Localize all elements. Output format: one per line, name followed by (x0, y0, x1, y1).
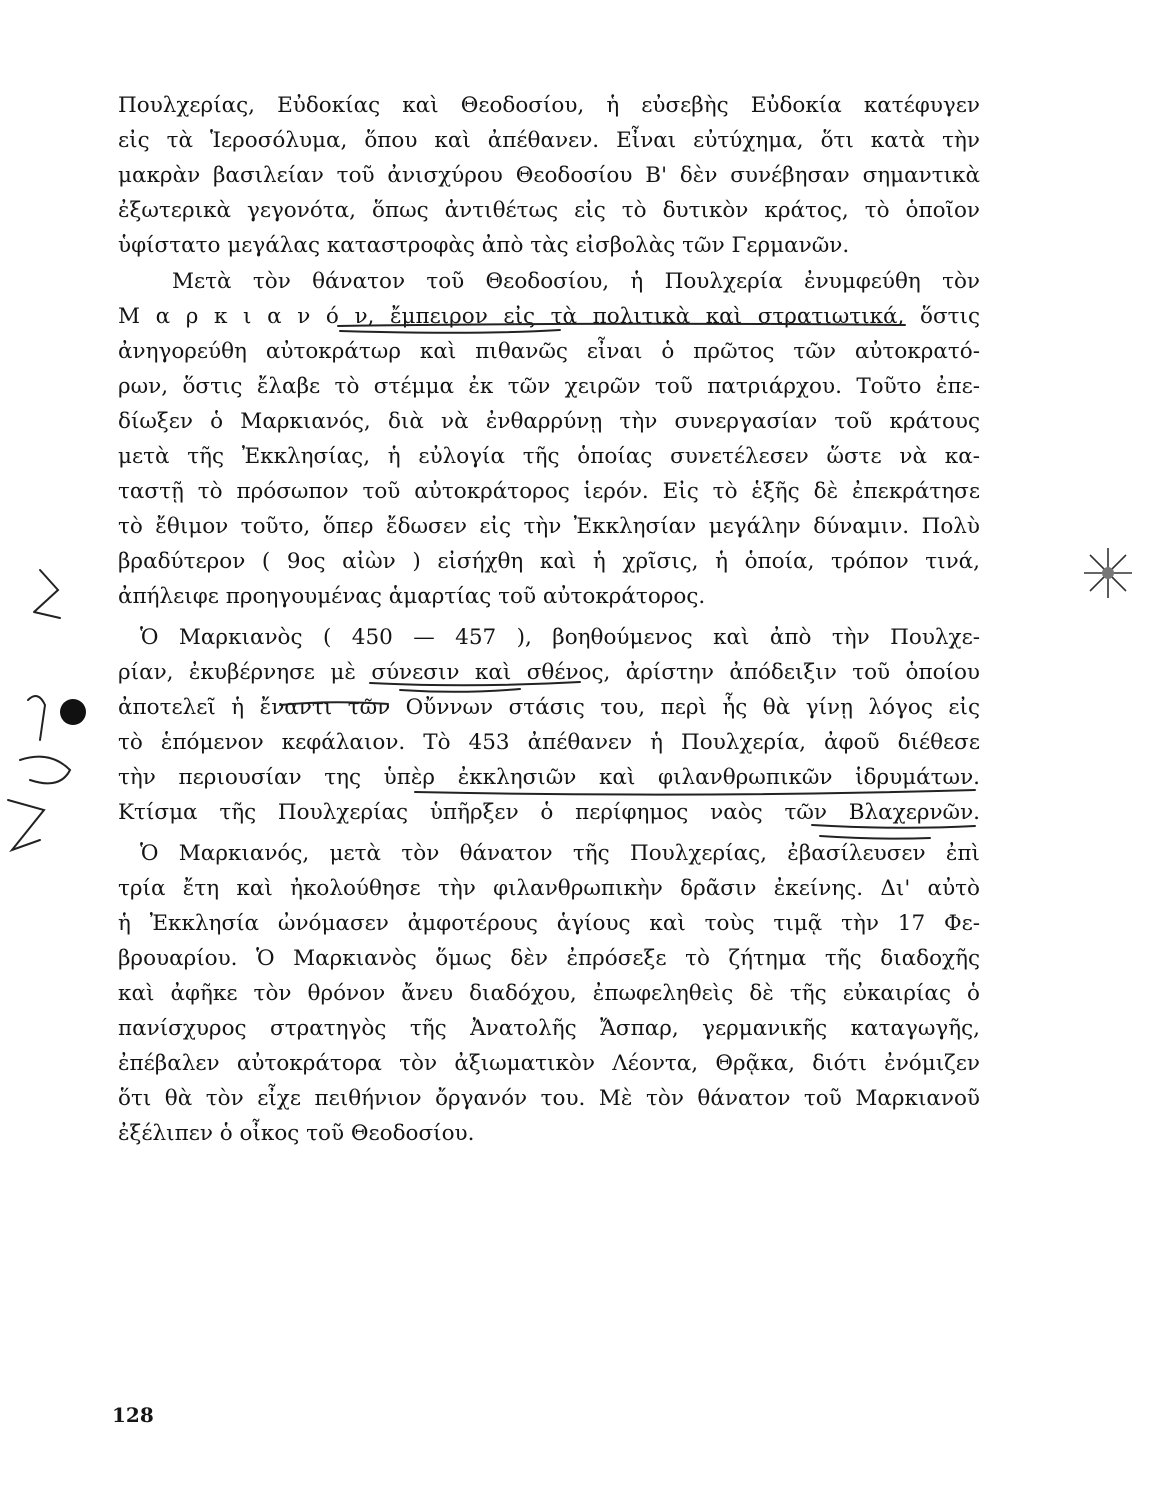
text-line: ἡ Ἐκκλησία ὠνόμασεν ἀμφοτέρους ἁγίους καὶ τοὺς τιμᾷ τὴν 17 Φε- (118, 911, 980, 936)
text-line: τὸ ἑπόμενον κεφάλαιον. Τὸ 453 ἀπέθανεν ἡ Πουλχερία, ἀφοῦ διέθεσε (118, 730, 980, 755)
text-line: βρουαρίου. Ὁ Μαρκιανὸς ὅμως δὲν ἐπρόσεξε τὸ ζήτημα τῆς διαδοχῆς (118, 946, 980, 971)
text-line: ἀποτελεῖ ἡ ἔναντι τῶν Οὔννων στάσις του, περὶ ἧς θὰ γίνῃ λόγος εἰς (118, 695, 980, 720)
margin-mark (28, 696, 45, 740)
text-line: μετὰ τῆς Ἐκκλησίας, ἡ εὐλογία τῆς ὁποίας συνετέλεσεν ὥστε νὰ κα- (118, 444, 980, 469)
text-line: Μ α ρ κ ι α ν ό ν, ἔμπειρον εἰς τὰ πολιτικὰ καὶ στρατιωτικά, ὅστις (118, 304, 980, 329)
text-line: Κτίσμα τῆς Πουλχερίας ὑπῆρξεν ὁ περίφημος ναὸς τῶν Βλαχερνῶν. (118, 800, 980, 825)
paragraph-first-line: Ὁ Μαρκιανὸς ( 450 — 457 ), βοηθούμενος καὶ ἀπὸ τὴν Πουλχε- (140, 625, 980, 650)
text-line: ἐξωτερικὰ γεγονότα, ὅπως ἀντιθέτως εἰς τὸ δυτικὸν κράτος, τὸ ὁποῖον (118, 198, 980, 223)
text-line: πανίσχυρος στρατηγὸς τῆς Ἀνατολῆς Ἄσπαρ, γερμανικῆς καταγωγῆς, (118, 1016, 980, 1041)
text-line: ἐξέλιπεν ὁ οἶκος τοῦ Θεοδοσίου. (118, 1121, 475, 1146)
text-line: ὑφίστατο μεγάλας καταστροφὰς ἀπὸ τὰς εἰσβολὰς τῶν Γερμανῶν. (118, 233, 850, 258)
text-line: δίωξεν ὁ Μαρκιανός, διὰ νὰ ἐνθαρρύνῃ τὴν συνεργασίαν τοῦ κράτους (118, 409, 980, 434)
ink-star-mark (1084, 548, 1132, 598)
text-line: ἐπέβαλεν αὐτοκράτορα τὸν ἀξιωματικὸν Λέοντα, Θρᾷκα, διότι ἐνόμιζεν (118, 1051, 980, 1076)
text-line: ρίαν, ἐκυβέρνησε μὲ σύνεσιν καὶ σθένος, ἀρίστην ἀπόδειξιν τοῦ ὁποίου (118, 660, 980, 685)
paragraph-first-line: Μετὰ τὸν θάνατον τοῦ Θεοδοσίου, ἡ Πουλχερία ἐνυμφεύθη τὸν (172, 269, 980, 294)
text-line: μακρὰν βασιλείαν τοῦ ἀνισχύρου Θεοδοσίου Β' δὲν συνέβησαν σημαντικὰ (118, 163, 980, 188)
margin-mark (34, 570, 60, 618)
text-line: τρία ἔτη καὶ ἠκολούθησε τὴν φιλανθρωπικὴν δρᾶσιν ἐκείνης. Δι' αὐτὸ (118, 876, 980, 901)
text-line: ρων, ὅστις ἔλαβε τὸ στέμμα ἐκ τῶν χειρῶν τοῦ πατριάρχου. Τοῦτο ἐπε- (118, 374, 980, 399)
margin-mark (20, 757, 70, 784)
text-line: ὅτι θὰ τὸν εἶχε πειθήνιον ὄργανόν του. Μὲ τὸν θάνατον τοῦ Μαρκιανοῦ (118, 1086, 980, 1111)
text-line: βραδύτερον ( 9ος αἰὼν ) εἰσήχθη καὶ ἡ χρῖσις, ἡ ὁποία, τρόπον τινά, (118, 549, 980, 574)
text-line: ταστῇ τὸ πρόσωπον τοῦ αὐτοκράτορος ἱερόν. Εἰς τὸ ἑξῆς δὲ ἐπεκράτησε (118, 479, 980, 504)
text-line: Πουλχερίας, Εὐδοκίας καὶ Θεοδοσίου, ἡ εὐσεβὴς Εὐδοκία κατέφυγεν (118, 93, 980, 118)
text-line: τὴν περιουσίαν της ὑπὲρ ἐκκλησιῶν καὶ φιλανθρωπικῶν ἱδρυμάτων. (118, 765, 980, 790)
text-line: τὸ ἔθιμον τοῦτο, ὅπερ ἔδωσεν εἰς τὴν Ἐκκλησίαν μεγάλην δύναμιν. Πολὺ (118, 514, 980, 539)
text-line: ἀνηγορεύθη αὐτοκράτωρ καὶ πιθανῶς εἶναι ὁ πρῶτος τῶν αὐτοκρατό- (118, 339, 980, 364)
page-number: 128 (112, 1403, 154, 1427)
text-line: εἰς τὰ Ἱεροσόλυμα, ὅπου καὶ ἀπέθανεν. Εἶναι εὐτύχημα, ὅτι κατὰ τὴν (118, 128, 980, 153)
ink-blot (60, 699, 86, 725)
text-line: καὶ ἀφῆκε τὸν θρόνον ἄνευ διαδόχου, ἐπωφεληθεὶς δὲ τῆς εὐκαιρίας ὁ (118, 981, 980, 1006)
text-line: ἀπήλειφε προηγουμένας ἁμαρτίας τοῦ αὐτοκράτορος. (118, 584, 706, 609)
margin-mark (8, 800, 44, 850)
paragraph-first-line: Ὁ Μαρκιανός, μετὰ τὸν θάνατον τῆς Πουλχερίας, ἐβασίλευσεν ἐπὶ (140, 841, 980, 866)
